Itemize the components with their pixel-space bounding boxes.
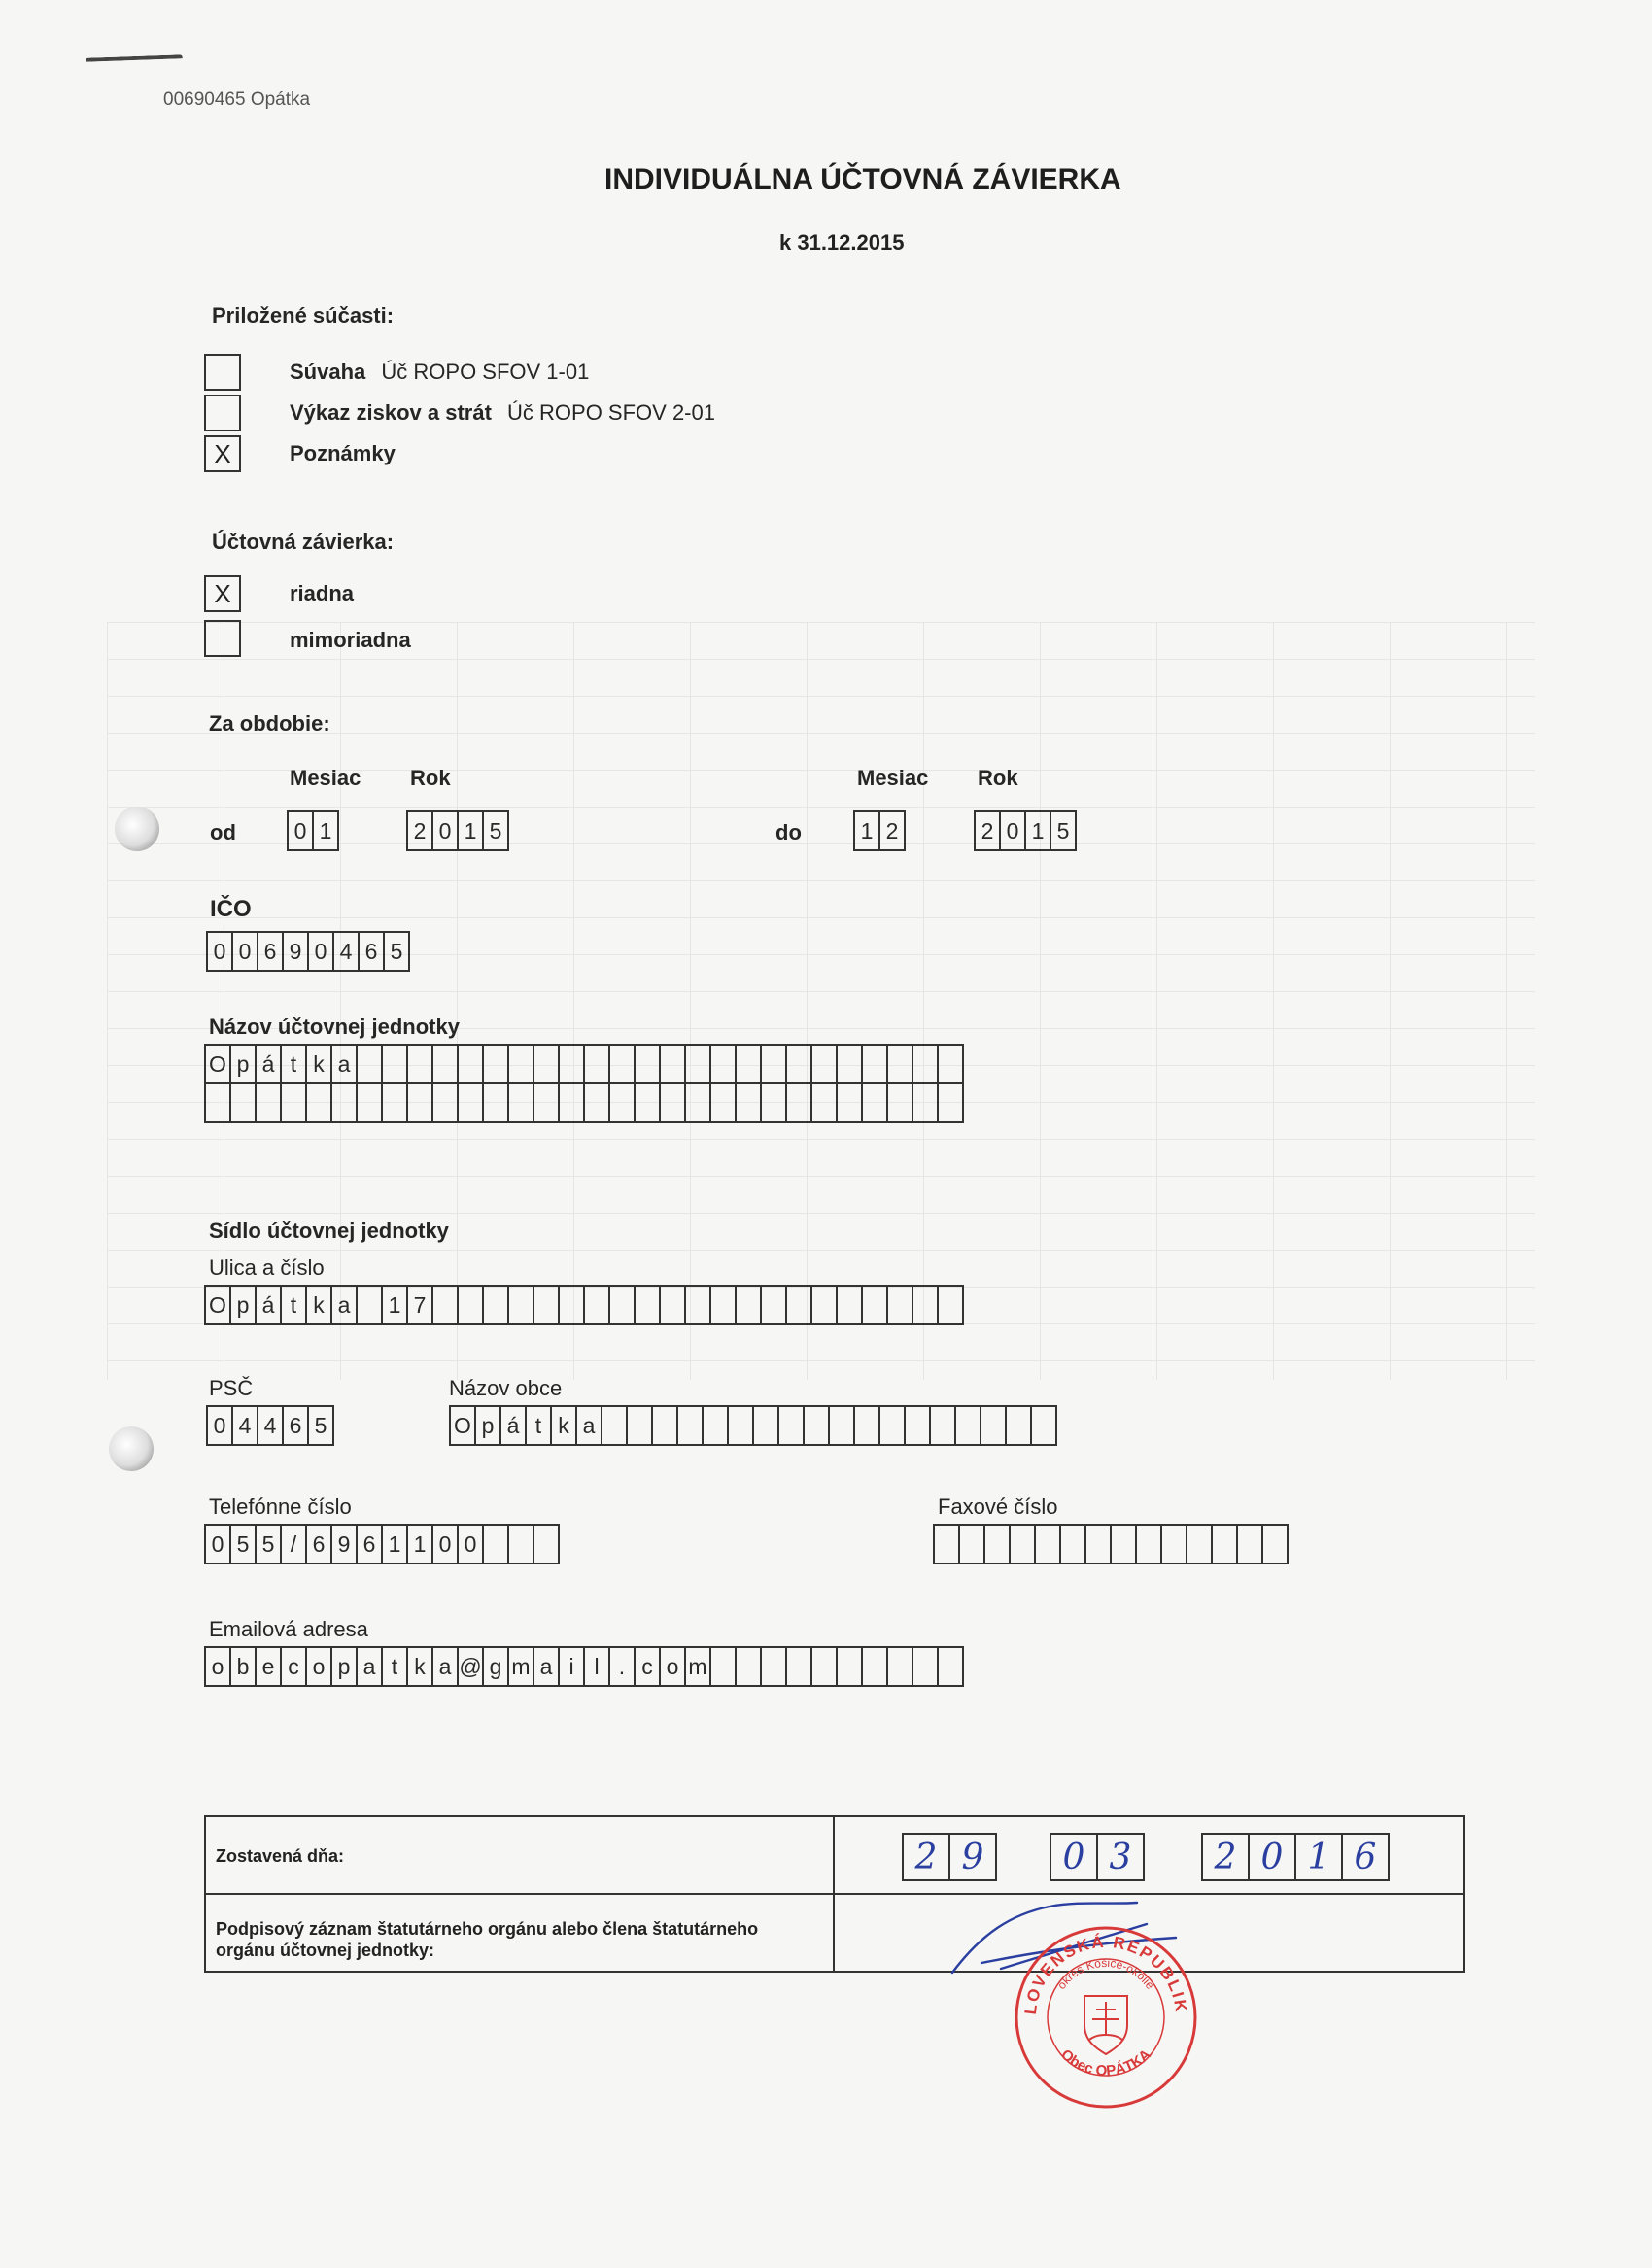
char-cell[interactable] — [912, 1044, 939, 1084]
to-month-label: Mesiac — [857, 766, 929, 790]
char-cell[interactable] — [886, 1082, 913, 1123]
char-cell[interactable]: 9 — [948, 1833, 997, 1881]
stamp-top-text: LOVENSKÁ REPUBLIK — [1020, 1932, 1191, 2016]
char-cell[interactable] — [904, 1405, 931, 1446]
town-label: Názov obce — [449, 1376, 563, 1400]
seat-label: Sídlo účtovnej jednotky — [209, 1219, 449, 1243]
char-cell[interactable] — [381, 1044, 408, 1084]
char-cell[interactable]: 0 — [307, 931, 334, 972]
char-cell[interactable]: p — [330, 1646, 358, 1687]
char-cell[interactable] — [659, 1082, 686, 1123]
char-cell[interactable]: 1 — [312, 810, 339, 851]
char-cell[interactable] — [886, 1646, 913, 1687]
char-cell[interactable] — [1009, 1524, 1036, 1564]
char-cell[interactable]: 1 — [853, 810, 880, 851]
checkbox-vykaz[interactable] — [204, 395, 241, 431]
char-cell[interactable] — [507, 1524, 534, 1564]
char-cell[interactable] — [305, 1082, 332, 1123]
char-cell[interactable] — [634, 1044, 661, 1084]
from-month-cells[interactable] — [287, 810, 337, 851]
char-cell[interactable]: á — [255, 1044, 282, 1084]
char-cell[interactable] — [752, 1405, 779, 1446]
closing-item-mimoriadna: mimoriadna — [290, 628, 411, 652]
char-cell[interactable] — [735, 1082, 762, 1123]
signature-table-divider — [206, 1893, 1463, 1895]
char-cell[interactable] — [684, 1285, 711, 1325]
char-cell[interactable]: m — [507, 1646, 534, 1687]
char-cell[interactable] — [634, 1285, 661, 1325]
email-cells[interactable] — [204, 1646, 962, 1687]
signature-label: Podpisový záznam štatutárneho orgánu alebo člena štatutárneho orgánu účtovnej jednotky: — [216, 1919, 759, 1960]
char-cell[interactable] — [760, 1285, 787, 1325]
char-cell[interactable] — [634, 1082, 661, 1123]
char-cell[interactable] — [929, 1405, 956, 1446]
char-cell[interactable]: 0 — [431, 810, 459, 851]
char-cell[interactable] — [558, 1082, 585, 1123]
char-cell[interactable]: 3 — [1096, 1833, 1145, 1881]
char-cell[interactable] — [356, 1044, 383, 1084]
char-cell[interactable] — [1135, 1524, 1162, 1564]
char-cell[interactable] — [608, 1044, 636, 1084]
street-label: Ulica a číslo — [209, 1255, 325, 1280]
checkbox-riadna[interactable]: X — [204, 575, 241, 612]
punch-hole-upper — [115, 807, 159, 851]
compiled-year-cells[interactable] — [1201, 1833, 1388, 1881]
char-cell[interactable] — [912, 1285, 939, 1325]
unit-name-label: Názov účtovnej jednotky — [209, 1014, 460, 1039]
char-cell[interactable] — [933, 1524, 960, 1564]
phone-cells[interactable] — [204, 1524, 558, 1564]
char-cell[interactable] — [836, 1082, 863, 1123]
char-cell[interactable]: 4 — [257, 1405, 284, 1446]
char-cell[interactable]: p — [229, 1044, 257, 1084]
char-cell[interactable]: 0 — [206, 931, 233, 972]
char-cell[interactable] — [457, 1285, 484, 1325]
char-cell[interactable] — [785, 1646, 812, 1687]
compiled-month-cells[interactable] — [1050, 1833, 1143, 1881]
char-cell[interactable] — [1030, 1405, 1057, 1446]
from-label: od — [210, 820, 236, 844]
stamp-mid-text: okres Košice-okolie — [1054, 1955, 1157, 1992]
char-cell[interactable] — [457, 1044, 484, 1084]
char-cell[interactable] — [709, 1285, 737, 1325]
char-cell[interactable] — [558, 1044, 585, 1084]
to-year-cells[interactable] — [974, 810, 1075, 851]
town-cells[interactable] — [449, 1405, 1055, 1446]
char-cell[interactable] — [785, 1082, 812, 1123]
char-cell[interactable] — [1110, 1524, 1137, 1564]
char-cell[interactable] — [204, 1082, 231, 1123]
psc-cells[interactable] — [206, 1405, 332, 1446]
char-cell[interactable] — [583, 1044, 610, 1084]
char-cell[interactable]: b — [229, 1646, 257, 1687]
char-cell[interactable]: 1 — [1294, 1833, 1343, 1881]
char-cell[interactable] — [709, 1044, 737, 1084]
char-cell[interactable] — [954, 1405, 981, 1446]
char-cell[interactable] — [330, 1082, 358, 1123]
attached-item-poznamky-bold: Poznámky — [290, 441, 396, 465]
char-cell[interactable] — [608, 1082, 636, 1123]
char-cell[interactable] — [861, 1044, 888, 1084]
char-cell[interactable] — [608, 1285, 636, 1325]
char-cell[interactable] — [1034, 1524, 1061, 1564]
char-cell[interactable] — [760, 1044, 787, 1084]
attached-item-suvaha-bold: Súvaha — [290, 360, 366, 384]
char-cell[interactable]: g — [482, 1646, 509, 1687]
char-cell[interactable] — [356, 1082, 383, 1123]
signature-table — [204, 1815, 1465, 1973]
char-cell[interactable] — [533, 1082, 560, 1123]
psc-label: PSČ — [209, 1376, 254, 1400]
char-cell[interactable] — [727, 1405, 754, 1446]
from-year-label: Rok — [410, 766, 451, 790]
char-cell[interactable]: m — [684, 1646, 711, 1687]
char-cell[interactable]: 2 — [1201, 1833, 1250, 1881]
char-cell[interactable] — [482, 1285, 509, 1325]
char-cell[interactable] — [810, 1285, 838, 1325]
char-cell[interactable] — [937, 1285, 964, 1325]
char-cell[interactable] — [735, 1646, 762, 1687]
char-cell[interactable] — [785, 1285, 812, 1325]
char-cell[interactable]: p — [229, 1285, 257, 1325]
char-cell[interactable]: 7 — [406, 1285, 433, 1325]
unit-name-row-1[interactable] — [204, 1044, 962, 1084]
char-cell[interactable] — [583, 1285, 610, 1325]
attached-item-vykaz-code: Úč ROPO SFOV 2-01 — [507, 400, 715, 425]
checkbox-suvaha[interactable] — [204, 354, 241, 391]
char-cell[interactable] — [836, 1044, 863, 1084]
compiled-day-cells[interactable] — [902, 1833, 995, 1881]
char-cell[interactable]: 5 — [307, 1405, 334, 1446]
char-cell[interactable]: e — [255, 1646, 282, 1687]
char-cell[interactable]: 2 — [902, 1833, 950, 1881]
char-cell[interactable] — [1211, 1524, 1238, 1564]
char-cell[interactable] — [507, 1082, 534, 1123]
page-title: INDIVIDUÁLNA ÚČTOVNÁ ZÁVIERKA — [604, 163, 1121, 195]
char-cell[interactable]: á — [499, 1405, 527, 1446]
attached-item-poznamky — [290, 441, 396, 466]
char-cell[interactable]: a — [533, 1646, 560, 1687]
char-cell[interactable] — [878, 1405, 906, 1446]
unit-name-row-2[interactable] — [204, 1082, 962, 1123]
char-cell[interactable]: 4 — [332, 931, 360, 972]
char-cell[interactable] — [255, 1082, 282, 1123]
char-cell[interactable] — [356, 1285, 383, 1325]
char-cell[interactable]: O — [204, 1044, 231, 1084]
char-cell[interactable] — [709, 1646, 737, 1687]
char-cell[interactable] — [810, 1646, 838, 1687]
closing-item-riadna: riadna — [290, 581, 355, 605]
char-cell[interactable]: o — [305, 1646, 332, 1687]
char-cell[interactable] — [431, 1285, 459, 1325]
coat-of-arms-icon — [1084, 1996, 1127, 2054]
char-cell[interactable] — [1261, 1524, 1289, 1564]
period-label: Za obdobie: — [209, 711, 330, 736]
char-cell[interactable] — [659, 1285, 686, 1325]
char-cell[interactable] — [431, 1044, 459, 1084]
char-cell[interactable]: 0 — [204, 1524, 231, 1564]
official-stamp — [1009, 1920, 1203, 2114]
char-cell[interactable] — [684, 1082, 711, 1123]
attached-item-suvaha — [290, 360, 589, 385]
char-cell[interactable]: t — [525, 1405, 552, 1446]
char-cell[interactable] — [735, 1285, 762, 1325]
char-cell[interactable] — [836, 1646, 863, 1687]
char-cell[interactable] — [507, 1285, 534, 1325]
char-cell[interactable]: c — [280, 1646, 307, 1687]
attached-item-vykaz — [290, 400, 715, 426]
char-cell[interactable] — [1005, 1405, 1032, 1446]
char-cell[interactable]: 4 — [231, 1405, 258, 1446]
char-cell[interactable] — [1186, 1524, 1213, 1564]
char-cell[interactable] — [912, 1646, 939, 1687]
char-cell[interactable]: 9 — [282, 931, 309, 972]
char-cell[interactable] — [735, 1044, 762, 1084]
char-cell[interactable] — [381, 1082, 408, 1123]
char-cell[interactable] — [760, 1646, 787, 1687]
char-cell[interactable]: p — [474, 1405, 501, 1446]
char-cell[interactable] — [836, 1285, 863, 1325]
char-cell[interactable] — [533, 1524, 560, 1564]
from-month-label: Mesiac — [290, 766, 361, 790]
char-cell[interactable] — [853, 1405, 880, 1446]
char-cell[interactable] — [684, 1044, 711, 1084]
street-cells[interactable] — [204, 1285, 962, 1325]
char-cell[interactable]: 1 — [406, 1524, 433, 1564]
char-cell[interactable] — [431, 1082, 459, 1123]
char-cell[interactable]: @ — [457, 1646, 484, 1687]
char-cell[interactable]: 0 — [457, 1524, 484, 1564]
char-cell[interactable]: 6 — [305, 1524, 332, 1564]
char-cell[interactable]: t — [280, 1285, 307, 1325]
char-cell[interactable] — [709, 1082, 737, 1123]
char-cell[interactable]: 0 — [1248, 1833, 1296, 1881]
to-month-cells[interactable] — [853, 810, 904, 851]
char-cell[interactable]: 0 — [1050, 1833, 1098, 1881]
char-cell[interactable] — [937, 1646, 964, 1687]
char-cell[interactable]: 5 — [1050, 810, 1077, 851]
svg-text:Obec OPÁTKA — [1057, 2046, 1154, 2079]
char-cell[interactable]: 2 — [878, 810, 906, 851]
char-cell[interactable] — [659, 1044, 686, 1084]
char-cell[interactable]: / — [280, 1524, 307, 1564]
char-cell[interactable] — [886, 1044, 913, 1084]
char-cell[interactable]: 6 — [358, 931, 385, 972]
char-cell[interactable]: 5 — [482, 810, 509, 851]
date-line: k 31.12.2015 — [779, 230, 905, 255]
punch-hole-lower — [109, 1426, 154, 1471]
char-cell[interactable]: 2 — [406, 810, 433, 851]
char-cell[interactable] — [457, 1082, 484, 1123]
char-cell[interactable] — [886, 1285, 913, 1325]
char-cell[interactable] — [280, 1082, 307, 1123]
char-cell[interactable] — [583, 1082, 610, 1123]
char-cell[interactable]: a — [575, 1405, 602, 1446]
char-cell[interactable]: a — [330, 1044, 358, 1084]
char-cell[interactable]: 0 — [231, 931, 258, 972]
attached-label: Priložené súčasti: — [212, 303, 395, 327]
char-cell[interactable]: l — [583, 1646, 610, 1687]
char-cell[interactable] — [1084, 1524, 1112, 1564]
attached-item-suvaha-code: Úč ROPO SFOV 1-01 — [381, 360, 590, 384]
char-cell[interactable]: 0 — [287, 810, 314, 851]
char-cell[interactable]: o — [659, 1646, 686, 1687]
char-cell[interactable]: O — [449, 1405, 476, 1446]
char-cell[interactable] — [810, 1082, 838, 1123]
char-cell[interactable] — [533, 1285, 560, 1325]
char-cell[interactable] — [533, 1044, 560, 1084]
char-cell[interactable] — [482, 1524, 509, 1564]
char-cell[interactable] — [482, 1082, 509, 1123]
from-year-cells[interactable] — [406, 810, 507, 851]
char-cell[interactable] — [958, 1524, 985, 1564]
email-label: Emailová adresa — [209, 1617, 368, 1641]
char-cell[interactable] — [1160, 1524, 1187, 1564]
char-cell[interactable] — [937, 1044, 964, 1084]
char-cell[interactable] — [983, 1524, 1011, 1564]
char-cell[interactable]: t — [381, 1646, 408, 1687]
char-cell[interactable] — [803, 1405, 830, 1446]
char-cell[interactable]: k — [406, 1646, 433, 1687]
char-cell[interactable]: k — [305, 1044, 332, 1084]
char-cell[interactable]: 5 — [229, 1524, 257, 1564]
char-cell[interactable]: 1 — [1024, 810, 1051, 851]
attached-item-vykaz-bold: Výkaz ziskov a strát — [290, 400, 492, 425]
closing-label: Účtovná závierka: — [212, 530, 395, 554]
char-cell[interactable]: 5 — [255, 1524, 282, 1564]
char-cell[interactable]: 1 — [381, 1524, 408, 1564]
char-cell[interactable]: k — [305, 1285, 332, 1325]
phone-label: Telefónne číslo — [209, 1495, 352, 1519]
char-cell[interactable] — [1059, 1524, 1086, 1564]
char-cell[interactable] — [651, 1405, 678, 1446]
char-cell[interactable]: i — [558, 1646, 585, 1687]
char-cell[interactable]: c — [634, 1646, 661, 1687]
char-cell[interactable] — [912, 1082, 939, 1123]
char-cell[interactable]: a — [431, 1646, 459, 1687]
ico-cells[interactable] — [206, 931, 408, 972]
char-cell[interactable] — [229, 1082, 257, 1123]
compiled-label: Zostavená dňa: — [216, 1846, 345, 1866]
char-cell[interactable] — [702, 1405, 729, 1446]
to-year-label: Rok — [978, 766, 1018, 790]
char-cell[interactable]: 0 — [999, 810, 1026, 851]
char-cell[interactable] — [482, 1044, 509, 1084]
char-cell[interactable] — [785, 1044, 812, 1084]
fax-label: Faxové číslo — [938, 1495, 1058, 1519]
char-cell[interactable]: 6 — [1341, 1833, 1390, 1881]
char-cell[interactable] — [828, 1405, 855, 1446]
char-cell[interactable]: 5 — [383, 931, 410, 972]
char-cell[interactable]: a — [330, 1285, 358, 1325]
char-cell[interactable] — [937, 1082, 964, 1123]
char-cell[interactable]: á — [255, 1285, 282, 1325]
char-cell[interactable] — [676, 1405, 704, 1446]
char-cell[interactable] — [861, 1646, 888, 1687]
char-cell[interactable] — [861, 1285, 888, 1325]
char-cell[interactable]: a — [356, 1646, 383, 1687]
to-label: do — [775, 820, 802, 844]
char-cell[interactable] — [777, 1405, 805, 1446]
ico-label: IČO — [210, 896, 252, 922]
char-cell[interactable]: . — [608, 1646, 636, 1687]
char-cell[interactable] — [626, 1405, 653, 1446]
checkbox-poznamky[interactable]: X — [204, 435, 241, 472]
char-cell[interactable]: 6 — [257, 931, 284, 972]
stamp-bottom-text: Obec OPÁTKA — [1057, 2045, 1154, 2079]
char-cell[interactable] — [1236, 1524, 1263, 1564]
char-cell[interactable] — [558, 1285, 585, 1325]
char-cell[interactable]: O — [204, 1285, 231, 1325]
char-cell[interactable]: 2 — [974, 810, 1001, 851]
fax-cells[interactable] — [933, 1524, 1287, 1564]
checkbox-mimoriadna[interactable] — [204, 620, 241, 657]
char-cell[interactable]: 1 — [457, 810, 484, 851]
char-cell[interactable] — [760, 1082, 787, 1123]
char-cell[interactable] — [406, 1082, 433, 1123]
header-ref: 00690465 Opátka — [163, 89, 311, 110]
char-cell[interactable] — [980, 1405, 1007, 1446]
char-cell[interactable]: 6 — [282, 1405, 309, 1446]
char-cell[interactable] — [810, 1044, 838, 1084]
char-cell[interactable] — [861, 1082, 888, 1123]
char-cell[interactable]: t — [280, 1044, 307, 1084]
char-cell[interactable] — [507, 1044, 534, 1084]
char-cell[interactable] — [601, 1405, 628, 1446]
char-cell[interactable]: o — [204, 1646, 231, 1687]
char-cell[interactable]: k — [550, 1405, 577, 1446]
char-cell[interactable] — [406, 1044, 433, 1084]
char-cell[interactable]: 6 — [356, 1524, 383, 1564]
staple-mark — [86, 54, 183, 71]
char-cell[interactable]: 0 — [206, 1405, 233, 1446]
char-cell[interactable]: 1 — [381, 1285, 408, 1325]
char-cell[interactable]: 0 — [431, 1524, 459, 1564]
char-cell[interactable]: 9 — [330, 1524, 358, 1564]
